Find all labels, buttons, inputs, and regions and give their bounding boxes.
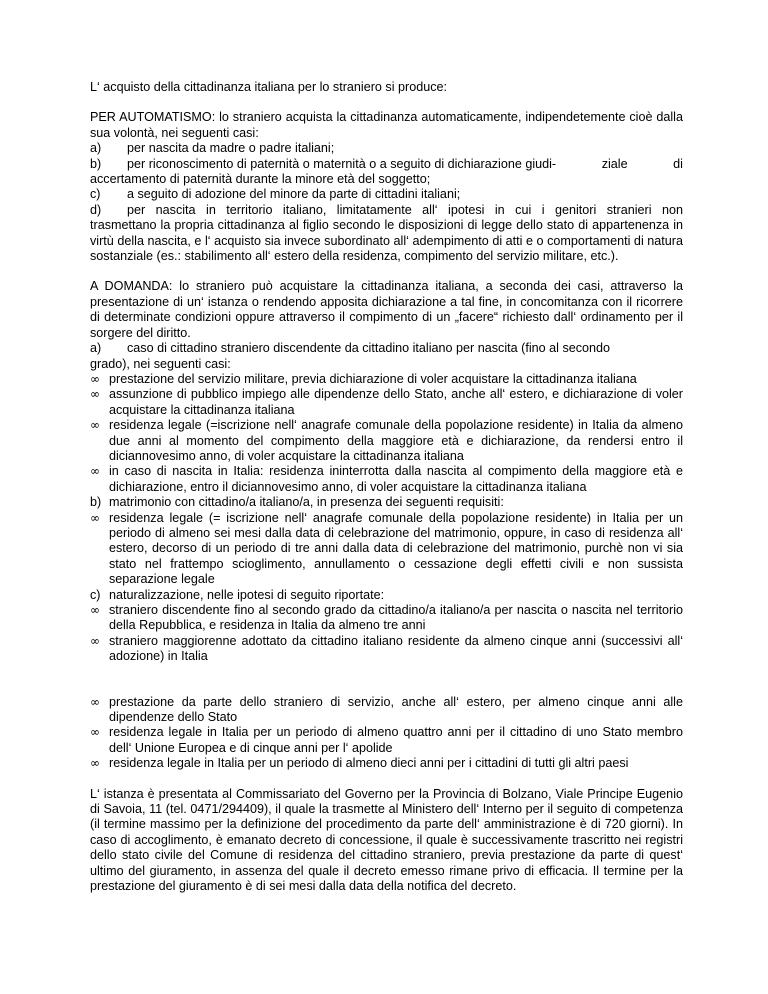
item-text: caso di cittadino straniero discendente da cittadino italiano per nascita (fino al secondo bbox=[127, 341, 611, 356]
item-text-cont: accertamento di paternità durante la minore età del soggetto; bbox=[90, 172, 431, 187]
infinity-bullet-icon: ∞ bbox=[90, 371, 100, 386]
item-text: per nascita in territorio italiano, limitatamente all‘ ipotesi in cui i genitori stranieri non bbox=[127, 202, 683, 217]
document-page bbox=[90, 80, 683, 895]
infinity-bullet-icon: ∞ bbox=[90, 418, 100, 433]
list-item: ∞ residenza legale (=iscrizione nell‘ anagrafe comunale della popolazione residente) in Italia da almeno due anni al momento del compimento della maggiore età e dichiarazione, da rendersi entro il diciannovesimo anno, di voler acquistare la cittadinanza italiana bbox=[90, 418, 683, 463]
automatismo-heading: PER AUTOMATISMO: lo straniero acquista la cittadinanza automaticamente, indipendetemente cioè dalla sua volontà, nei seguenti casi: bbox=[90, 110, 683, 140]
automatismo-item-b bbox=[90, 157, 683, 188]
automatismo-item-c bbox=[90, 187, 683, 202]
domanda-heading: A DOMANDA: lo straniero può acquistare la cittadinanza italiana, a seconda dei casi, attraverso la presentazione di un‘ istanza o rendendo apposita dichiarazione a tal fine, in concomitanza con il ricorrere di determinate condizioni oppure attraverso il compimento di un „facere“ richiesto dall‘ ordinamento per il sorgere del diritto. bbox=[90, 279, 683, 340]
item-text: a seguito di adozione del minore da parte di cittadini italiani; bbox=[127, 187, 461, 202]
list-item: ∞ straniero maggiorenne adottato da cittadino italiano residente da almeno cinque anni (successivi all‘ adozione) in Italia bbox=[90, 633, 683, 664]
automatismo-item-d bbox=[90, 203, 683, 265]
item-text: ziale bbox=[601, 156, 628, 171]
infinity-bullet-icon: ∞ bbox=[90, 464, 100, 479]
item-label: b) bbox=[90, 495, 102, 510]
infinity-bullet-icon: ∞ bbox=[90, 603, 100, 617]
list-item: ∞ prestazione del servizio militare, previa dichiarazione di voler acquistare la cittadinanza italiana bbox=[90, 371, 637, 386]
infinity-bullet-icon: ∞ bbox=[90, 510, 100, 525]
list-item: ∞ assunzione di pubblico impiego alle dipendenze dello Stato, anche all‘ estero, e dichiarazione di voler acquistare la cittadinanza italiana bbox=[90, 387, 683, 417]
item-text: matrimonio con cittadino/a italiano/a, in presenza dei seguenti requisiti: bbox=[109, 495, 504, 510]
infinity-bullet-icon: ∞ bbox=[90, 694, 100, 709]
item-text-cont: trasmettano la propria cittadinanza al figlio secondo le disposizioni di legge dello stato di appartenenza in virtù della nascita, e l‘ acquisto sia invece subordinato all‘ adempimento di atti e o comportamenti di natura sostanziale (es.: stabilimento all‘ estero della residenza, compimento del servizio militare, etc.). bbox=[90, 218, 683, 264]
domanda-a-bullets bbox=[90, 372, 683, 495]
domanda-item-b bbox=[90, 495, 683, 510]
intro-text: L‘ acquisto della cittadinanza italiana per lo straniero si produce: bbox=[90, 80, 448, 94]
item-text: per nascita da madre o padre italiani; bbox=[127, 141, 335, 156]
domanda-item-c bbox=[90, 588, 683, 603]
list-item: ∞ residenza legale in Italia per un periodo di almeno quattro anni per il cittadino di uno Stato membro dell‘ Unione Europea e di cinque anni per l‘ apolide bbox=[90, 725, 683, 755]
list-item: ∞ straniero discendente fino al secondo grado da cittadino/a italiano/a per nascita o nascita nel territorio della Repubblica, e residenza in Italia da almeno tre anni bbox=[90, 603, 683, 633]
domanda-item-a bbox=[90, 341, 683, 356]
item-label: a) bbox=[90, 341, 102, 356]
domanda-item-a-cont: grado), nei seguenti casi: bbox=[90, 356, 231, 371]
item-label: c) bbox=[90, 587, 101, 602]
infinity-bullet-icon: ∞ bbox=[90, 387, 100, 402]
domanda-b-bullets bbox=[90, 511, 683, 588]
list-item: ∞ prestazione da parte dello straniero di servizio, anche all‘ estero, per almeno cinque anni alle dipendenze dello Stato bbox=[90, 694, 683, 725]
item-text: per riconoscimento di paternità o maternità o a seguito di dichiarazione giudi- bbox=[127, 156, 557, 171]
item-text: di bbox=[673, 156, 683, 171]
list-item: ∞ residenza legale in Italia per un periodo di almeno dieci anni per i cittadini di tutti gli altri paesi bbox=[90, 756, 629, 771]
item-label: c) bbox=[90, 187, 101, 202]
item-label: b) bbox=[90, 156, 102, 171]
domanda-c-bullets-more bbox=[90, 695, 683, 772]
infinity-bullet-icon: ∞ bbox=[90, 756, 100, 771]
infinity-bullet-icon: ∞ bbox=[90, 725, 100, 740]
automatismo-item-a bbox=[90, 141, 683, 156]
item-label: a) bbox=[90, 141, 102, 156]
list-item: ∞ in caso di nascita in Italia: residenza ininterrotta dalla nascita al compimento della maggiore età e dichiarazione, entro il diciannovesimo anno, di voler acquistare la cittadinanza italiana bbox=[90, 464, 683, 494]
infinity-bullet-icon: ∞ bbox=[90, 633, 100, 648]
domanda-c-bullets bbox=[90, 603, 683, 665]
item-label: d) bbox=[90, 202, 102, 217]
list-item: ∞ residenza legale (= iscrizione nell‘ anagrafe comunale della popolazione residente) in Italia per un periodo di almeno sei mesi dalla data di celebrazione del matrimonio, oppure, in caso di residenza all‘ estero, decorso di un periodo di tre anni dalla data di celebrazione del matrimonio, purchè non vi sia stato nel frattempo scioglimento, annullamento o cessazione degli effetti civili e non sussista separazione legale bbox=[90, 510, 683, 587]
item-text: naturalizzazione, nelle ipotesi di seguito riportate: bbox=[109, 587, 385, 602]
istanza-paragraph: L‘ istanza è presentata al Commissariato del Governo per la Provincia di Bolzano, Viale Principe Eugenio di Savoia, 11 (tel. 0471/294409), il quale la trasmette al Ministero dell‘ Interno per il seguito di competenza (il termine massimo per la definizione del procedimento da parte dell‘ amministrazione è di 720 giorni). In caso di accoglimento, è emanato decreto di concessione, il quale è successivamente trascritto nei registri dello stato civile del Comune di residenza del cittadino straniero, previa prestazione da parte di quest‘ ultimo del giuramento, in assenza del quale il decreto emesso rimane privo di efficacia. Il termine per la prestazione del giuramento è di sei mesi dalla data della notifica del decreto. bbox=[90, 786, 683, 894]
